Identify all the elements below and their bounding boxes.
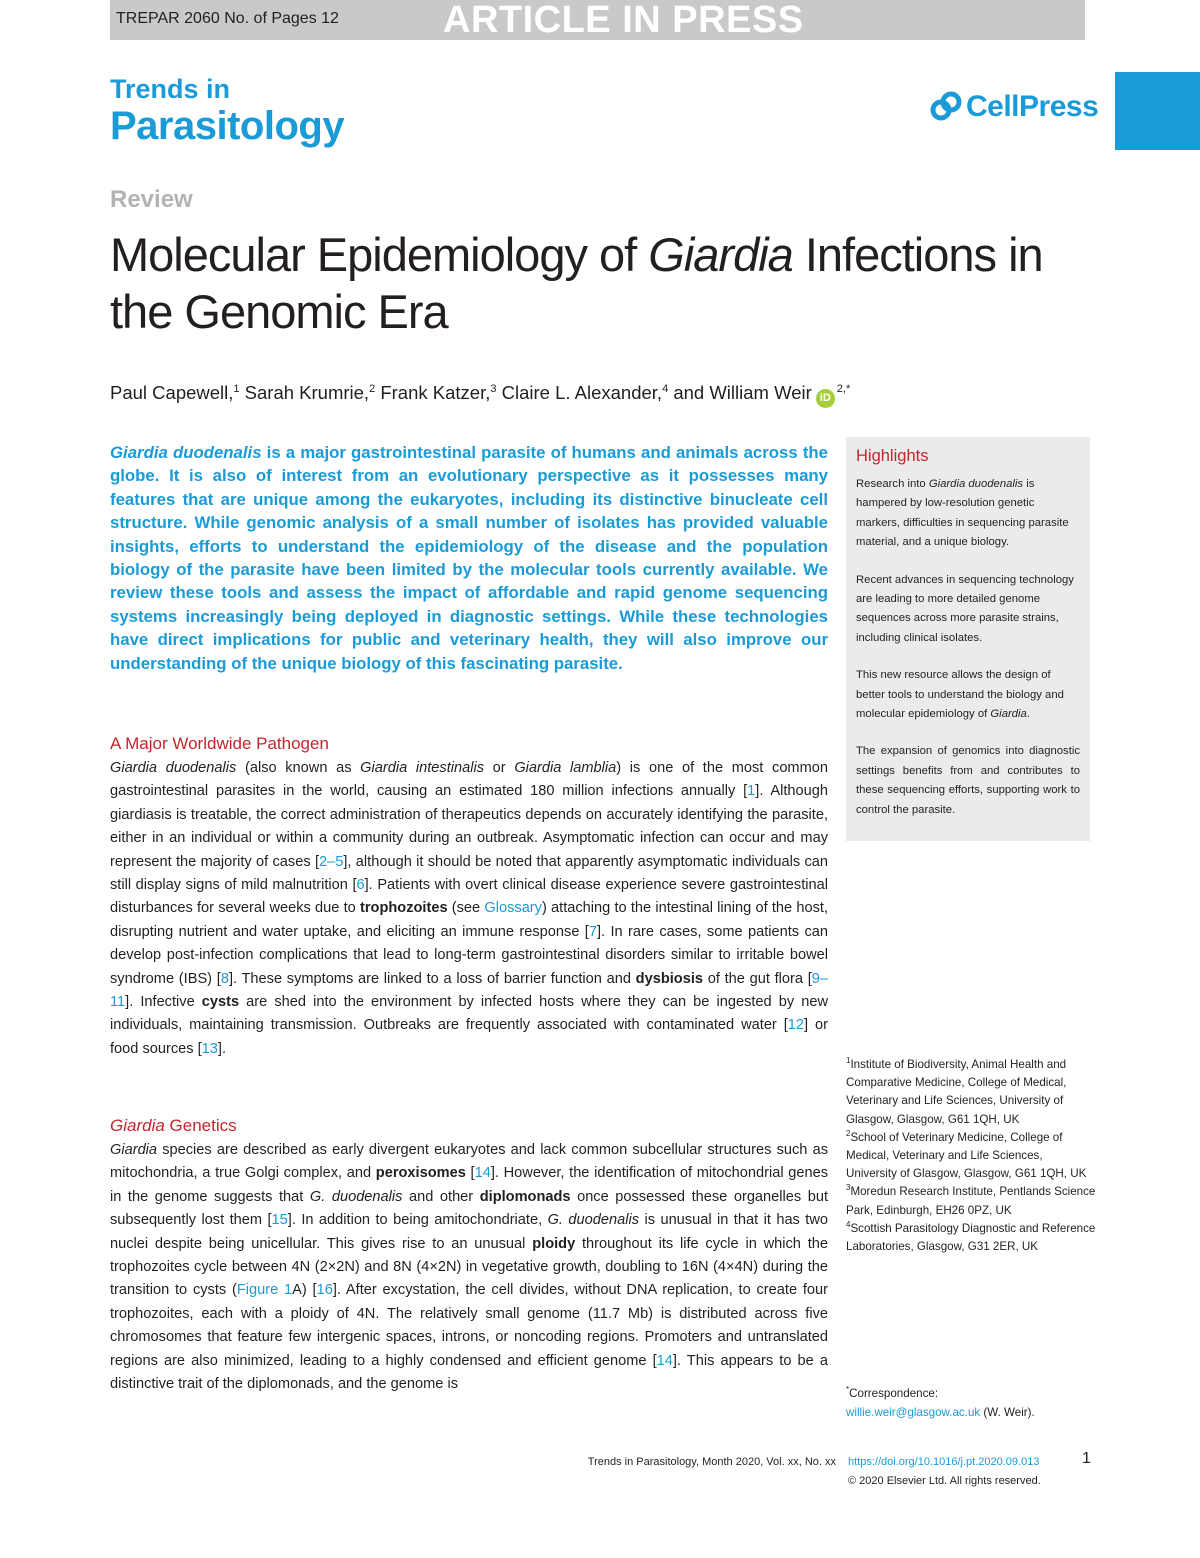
author-name: Claire L. Alexander, [501, 382, 663, 403]
highlight-item: Research into Giardia duodenalis is hampered by low-resolution genetic markers, difficulties in sequencing parasite material, and a unique biology. [856, 478, 1069, 549]
article-status-banner [110, 0, 1085, 40]
cellpress-logo [928, 90, 1098, 124]
author-name: Paul Capewell, [110, 382, 234, 403]
cellpress-mark-icon [928, 90, 964, 124]
orcid-icon[interactable]: iD [816, 389, 835, 408]
author-list [110, 382, 850, 408]
publisher-name: CellPress [966, 90, 1099, 123]
author-affiliation-marker: 2 [369, 382, 376, 395]
journal-color-tab [1115, 72, 1200, 150]
page-number: 1 [1082, 1450, 1091, 1467]
author-name: Frank Katzer, [380, 382, 491, 403]
author-name: and William Weir [673, 382, 812, 403]
affiliation-item: $^1$Institute of Biodiversity, Animal Health and Comparative Medicine, College of Medical, Veterinary and Life Sciences, University of Glasgow, Glasgow, G61 1QH, UK [846, 1056, 1067, 1126]
section-body-genetics: Giardia species are described as early divergent eukaryotes and lack common subcellular structures such as mitochondria, a true Golgi complex, and peroxisomes [14]. However, the identification of mitochondrial genes in the genome suggests that G. duodenalis and other diplomonads once possessed these organelles but subsequently lost them [15]. In addition to being amitochondriate, G. duodenalis is unusual in that it has two nuclei despite being unicellular. This gives rise to an unusual ploidy throughout its life cycle in which the trophozoites cycle between 4N (2×2N) and 8N (4×2N) in vegetative growth, doubling to 16N (4×4N) during the transition to cysts (Figure 1A) [16]. After excystation, the cell divides, without DNA replication, to create four trophozoites, each with a ploidy of 4N. The relatively small genome (11.7 Mb) is distributed across five chromosomes that feature few intergenic spaces, introns, or noncoding regions. Promoters and untranslated regions are also minimized, leading to a highly condensed and efficient genome [14]. This appears to be a distinctive trait of the diplomonads, and the genome is [110, 1142, 829, 1393]
manuscript-reference: TREPAR 2060 No. of Pages 12 [116, 10, 339, 27]
highlight-item: The expansion of genomics into diagnostic settings benefits from and contributes to these sequencing efforts, supporting work to control the parasite. [856, 745, 1080, 816]
correspondence: *Correspondence: willie.weir@glasgow.ac.uk (W. Weir). [846, 1385, 1035, 1419]
correspondence-label: Correspondence: [849, 1387, 939, 1400]
highlights-heading: Highlights [856, 447, 929, 465]
author-name: Sarah Krumrie, [244, 382, 370, 403]
highlight-item: This new resource allows the design of better tools to understand the biology and molecular epidemiology of Giardia. [856, 669, 1064, 721]
affiliation-item: $^2$School of Veterinary Medicine, College of Medical, Veterinary and Life Sciences, University of Glasgow, Glasgow, G61 1QH, UK [846, 1128, 1087, 1181]
article-in-press-label: ARTICLE IN PRESS [443, 0, 804, 41]
highlight-item: Recent advances in sequencing technology are leading to more detailed genome sequences across more parasite strains, including clinical isolates. [856, 573, 1074, 644]
affiliations [846, 1056, 1096, 1256]
section-body-pathogen: Giardia duodenalis (also known as Giardia intestinalis or Giardia lamblia) is one of the most common gastrointestinal parasites in the world, causing an estimated 180 million infections annually [1]. Although giardiasis is treatable, the correct administration of therapeutics depends on accurately identifying the parasite, either in an individual or within a community during an outbreak. Asymptomatic infection can occur and may represent the majority of cases [2–5], although it should be noted that apparently asymptomatic individuals can still display signs of mild malnutrition [6]. Patients with overt clinical disease experience severe gastrointestinal disturbances for several weeks due to trophozoites (see Glossary) attaching to the intestinal lining of the host, disrupting nutrient and water uptake, and eliciting an immune response [7]. In rare cases, some patients can develop post-infection complications that lead to long-term gastrointestinal disorders similar to irritable bowel syndrome (IBS) [8]. These symptoms are linked to a loss of barrier function and dysbiosis of the gut flora [9–11]. Infective cysts are shed into the environment by infected hosts where they can be ingested by new individuals, maintaining transmission. Outbreaks are frequently associated with contaminated water [12] or food sources [13]. [110, 760, 829, 1057]
highlights-box [846, 437, 1090, 841]
author-affiliation-marker: 4 [662, 382, 669, 395]
author-affiliation-marker: 3 [490, 382, 497, 395]
article-type: Review [110, 186, 193, 213]
doi-link[interactable]: https://doi.org/10.1016/j.pt.2020.09.013 [848, 1456, 1040, 1468]
section-heading: Giardia Genetics [110, 1116, 237, 1135]
author-affiliation-marker: 2,* [836, 382, 851, 395]
author-affiliation-marker: 1 [233, 382, 240, 395]
correspondence-email-link[interactable]: willie.weir@glasgow.ac.uk [846, 1405, 981, 1419]
affiliation-item: $^3$Moredun Research Institute, Pentlands Science Park, Edinburgh, EH26 0PZ, UK [846, 1183, 1096, 1217]
abstract: Giardia duodenalis is a major gastrointestinal parasite of humans and animals across the globe. It is also of interest from an evolutionary perspective as it possesses many features that are unique among the eukaryotes, including its distinctive binucleate cell structure. While genomic analysis of a small number of isolates has provided valuable insights, efforts to understand the epidemiology of the disease and the population biology of the parasite have been limited by the molecular tools currently available. We review these tools and assess the impact of affordable and rapid genome sequencing systems increasingly being deployed in diagnostic settings. While these technologies have direct implications for public and veterinary health, they will also improve our understanding of the unique biology of this fascinating parasite. [110, 443, 828, 673]
article-title: Molecular Epidemiology of Giardia Infections in the Genomic Era [110, 228, 1043, 338]
affiliation-item: $^4$Scottish Parasitology Diagnostic and Reference Laboratories, Glasgow, G31 2ER, UK [846, 1219, 1096, 1254]
footer-journal-citation: Trends in Parasitology, Month 2020, Vol. xx, No. xx [587, 1456, 836, 1468]
journal-name-line1: Trends in [110, 74, 231, 104]
journal-name-line2: Parasitology [110, 104, 345, 148]
section-heading: A Major Worldwide Pathogen [110, 734, 329, 753]
copyright-notice: © 2020 Elsevier Ltd. All rights reserved. [848, 1475, 1041, 1487]
